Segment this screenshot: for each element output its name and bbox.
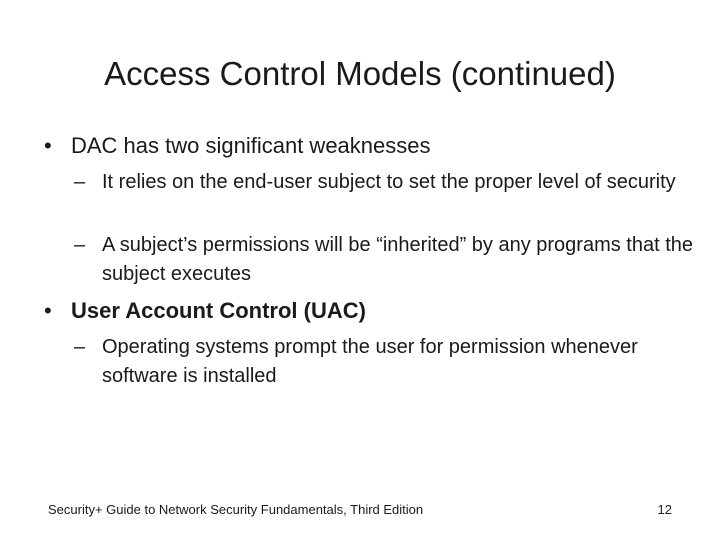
sub-bullet-marker: – — [74, 234, 86, 256]
page-number: 12 — [657, 502, 672, 517]
bullet-marker: • — [44, 298, 52, 323]
footer-source: Security+ Guide to Network Security Fundamentals, Third Edition — [48, 502, 424, 517]
sub-bullet-text: A subject’s permissions will be “inherited” by any programs that the subject executes — [102, 234, 694, 285]
sub-bullet-text: Operating systems prompt the user for permission whenever software is installed — [102, 336, 638, 387]
bullet-text: User Account Control (UAC) — [71, 298, 366, 323]
sub-bullet-text: It relies on the end-user subject to set the proper level of security — [102, 171, 676, 193]
bullet-marker: • — [44, 133, 52, 158]
slide-title: Access Control Models (continued) — [104, 55, 616, 92]
sub-bullet-marker: – — [74, 171, 86, 193]
sub-bullet-marker: – — [74, 336, 86, 358]
bullet-text: DAC has two significant weaknesses — [71, 133, 431, 158]
